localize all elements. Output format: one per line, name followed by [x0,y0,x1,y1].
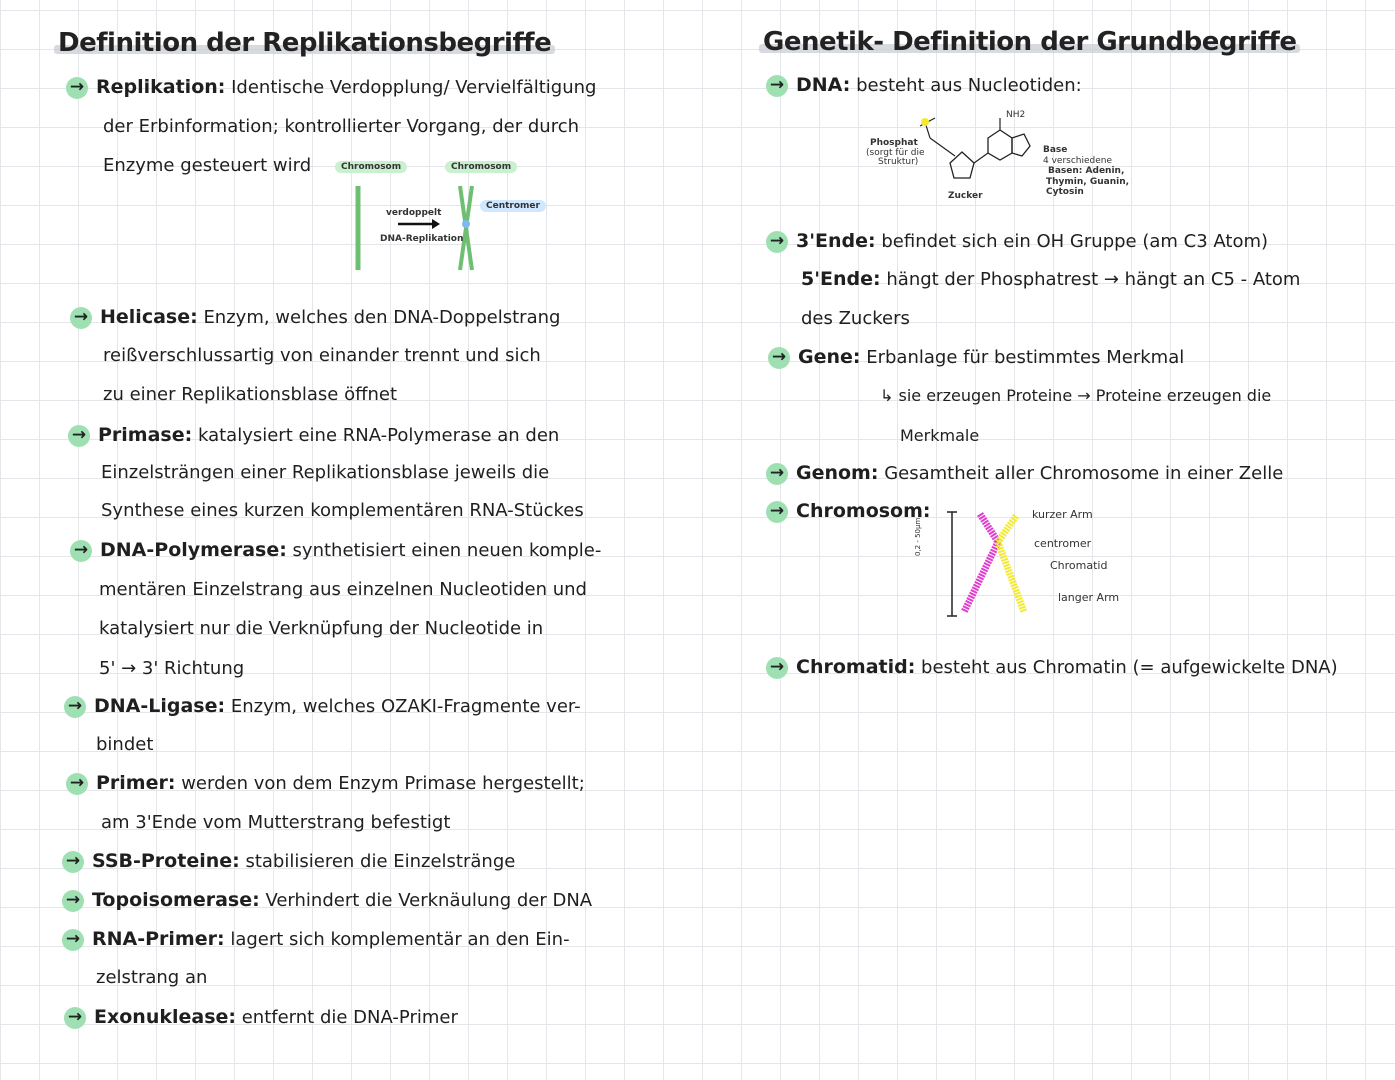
arrow-icon: → [62,929,84,951]
arrow-icon: → [62,890,84,912]
arrow-icon: → [766,501,788,523]
phosphat-label: Phosphat [870,138,918,148]
ligase-line-2: bindet [96,734,154,755]
base-sub-4: Cytosin [1046,187,1084,197]
arrow-icon: → [62,851,84,873]
right-page-title: Genetik- Definition der Grundbegriffe [763,27,1296,57]
ende5-line-2: des Zuckers [801,308,910,329]
base-sub-2: Basen: Adenin, [1048,166,1125,176]
verdoppelt-label: verdoppelt [386,208,442,218]
primase-line-3: Synthese eines kurzen komplementären RNA-Stückes [101,500,584,521]
arrow-icon: → [768,347,790,369]
arrow-icon: → [64,1007,86,1029]
chromosom-line: → Chromosom: [766,500,931,523]
arrow-icon: → [66,773,88,795]
zucker-pentagon-icon [950,152,974,178]
chromosom-tag-left: Chromosom [335,161,407,173]
genom-line: → Genom: Gesamtheit aller Chromosome in einer Zelle [766,462,1283,485]
helicase-line-2: reißverschlussartig von einander trennt und sich [103,345,541,366]
replikation-line-3: Enzyme gesteuert wird [103,155,312,176]
langer-arm-label: langer Arm [1058,591,1120,604]
yellow-chromatid-lower [998,542,1024,612]
pink-chromatid-lower [964,542,998,612]
rna-primer-line-1: → RNA-Primer: lagert sich komplementär an den Ein- [62,928,570,951]
primer-line-2: am 3'Ende vom Mutterstrang befestigt [101,812,451,833]
ende3-line: → 3'Ende: befindet sich ein OH Gruppe (am C3 Atom) [766,230,1268,253]
chromosom-diagram [940,508,1040,620]
topoisomerase-line: → Topoisomerase: Verhindert die Verknäulung der DNA [62,889,592,912]
ende5-line-1: 5'Ende: hängt der Phosphatrest → hängt an C5 - Atom [801,268,1301,290]
base-ring-icon [988,130,1012,160]
arrow-icon: → [70,307,92,329]
ligase-line-1: → DNA-Ligase: Enzym, welches OZAKI-Fragmente ver- [64,695,581,718]
arrow-icon: → [64,696,86,718]
arrow-icon: → [766,657,788,679]
arrow-icon: → [68,425,90,447]
chromatid-label: Chromatid [1050,559,1108,572]
polymerase-line-1: → DNA-Polymerase: synthetisiert einen neuen komple- [70,539,601,562]
arrow-icon: → [766,463,788,485]
replication-diagram [340,180,540,275]
arrow-icon: → [66,77,88,99]
exonuklease-line: → Exonuklease: entfernt die DNA-Primer [64,1006,458,1029]
chromosom-tag-right: Chromosom [445,161,517,173]
arrow-head-icon [432,219,440,229]
base-sub-3: Thymin, Guanin, [1046,177,1130,187]
helicase-line-1: → Helicase: Enzym, welches den DNA-Doppelstrang [70,306,560,329]
primase-line-1: → Primase: katalysiert eine RNA-Polymerase an den [68,424,559,447]
zucker-label: Zucker [948,191,983,201]
phosphat-icon [921,118,929,126]
yellow-chromatid-upper [998,516,1016,542]
polymerase-line-3: katalysiert nur die Verknüpfung der Nucleotide in [99,618,544,639]
nh2-label: NH2 [1006,110,1026,120]
right-page [700,0,1390,1080]
arrow-icon: → [766,231,788,253]
primase-line-2: Einzelsträngen einer Replikationsblase jeweils die [101,462,550,483]
base-sub-1: 4 verschiedene [1043,156,1113,166]
pink-chromatid-upper [980,514,998,542]
centromer-label: centromer [1034,537,1092,550]
phosphat-sub-1: (sorgt für die [866,148,925,158]
arrow-icon: → [766,75,788,97]
chromatid-line: → Chromatid: besteht aus Chromatin (= aufgewickelte DNA) [766,656,1338,679]
gene-line-2: ↳ sie erzeugen Proteine → Proteine erzeugen die [880,386,1272,405]
replikation-line-1: → Replikation: Identische Verdopplung/ Vervielfältigung [66,76,596,99]
gene-line-1: → Gene: Erbanlage für bestimmtes Merkmal [768,346,1184,369]
centromer-tag: Centromer [480,200,546,212]
helicase-line-3: zu einer Replikationsblase öffnet [103,384,398,405]
scale-label: 0,2 - 50µm [914,517,922,556]
polymerase-line-2: mentären Einzelstrang aus einzelnen Nucleotiden und [99,579,587,600]
left-page-title: Definition der Replikationsbegriffe [58,28,551,58]
base-label: Base [1043,145,1068,155]
rna-primer-line-2: zelstrang an [96,967,208,988]
left-page [0,0,690,1080]
dna-replikation-label: DNA-Replikation [380,234,464,244]
replikation-line-2: der Erbinformation; kontrollierter Vorgang, der durch [103,116,580,137]
primer-line-1: → Primer: werden von dem Enzym Primase hergestellt; [66,772,585,795]
phosphat-sub-2: Struktur) [878,157,919,167]
ssb-line: → SSB-Proteine: stabilisieren die Einzelstränge [62,850,515,873]
gene-line-3: Merkmale [900,426,980,445]
dna-line: → DNA: besteht aus Nucleotiden: [766,74,1082,97]
arrow-icon: → [70,540,92,562]
polymerase-line-4: 5' → 3' Richtung [99,658,245,679]
kurzer-arm-label: kurzer Arm [1032,508,1093,521]
centromer-dot [462,220,470,228]
